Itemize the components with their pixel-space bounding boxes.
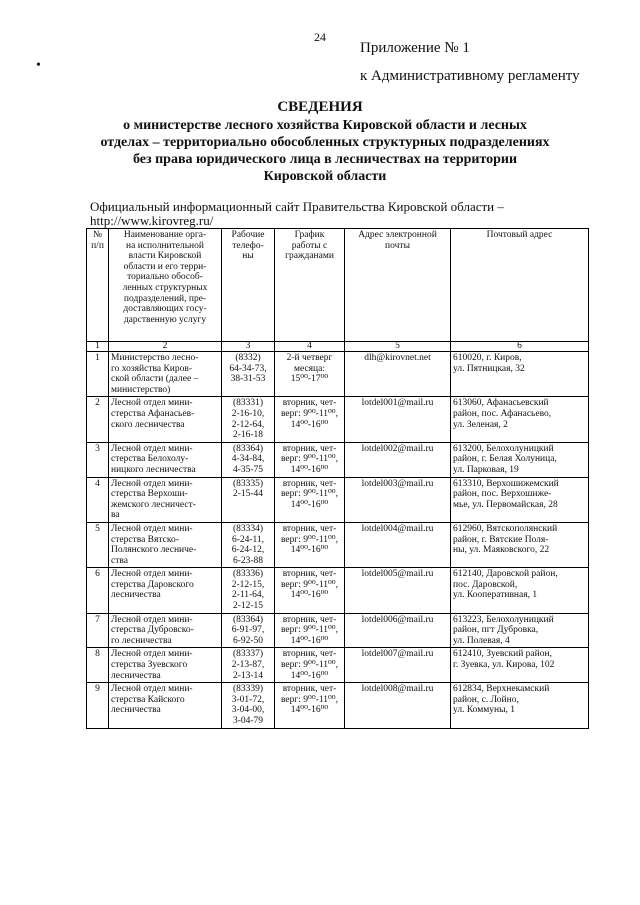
header-line: власти Кировской (128, 251, 202, 262)
postal-address-line: 613200, Белохолуницкий (453, 443, 554, 454)
phone-numbers-line: 2-11-64, (231, 590, 265, 601)
phone-numbers (222, 477, 275, 522)
header-schedule (275, 229, 345, 342)
row-number-line: 5 (95, 523, 100, 534)
postal-address-line: мье, ул. Первомайская, 28 (453, 499, 558, 510)
work-schedule-line: верг: 9⁰⁰-11⁰⁰, (281, 660, 338, 671)
phone-numbers (222, 442, 275, 477)
work-schedule-line: 14⁰⁰-16⁰⁰ (290, 464, 329, 475)
organization-name-line: стерства Белохолу- (111, 454, 189, 465)
work-schedule-line: верг: 9⁰⁰-11⁰⁰, (281, 408, 338, 419)
phone-numbers-line: 6-91-97, (231, 625, 265, 636)
phone-numbers (222, 522, 275, 567)
work-schedule-line: 14⁰⁰-16⁰⁰ (290, 635, 329, 646)
email-address-line: lotdel005@mail.ru (361, 569, 434, 580)
email-address[interactable] (345, 442, 451, 477)
work-schedule-line: вторник, чет- (282, 398, 337, 409)
phone-numbers-line: 2-12-15 (232, 601, 264, 612)
phone-numbers-line: (83336) (232, 569, 264, 580)
postal-address-line: район, пос. Верхошиже- (453, 489, 552, 500)
header-line: работы с (291, 240, 328, 251)
organization-name (109, 442, 222, 477)
organization-name-line: стерства Кайского (111, 694, 185, 705)
organization-name (109, 683, 222, 728)
appendix-line-2: к Административному регламенту (360, 68, 580, 84)
header-line: ны (242, 251, 254, 262)
organization-name-line: Лесной отдел мини- (111, 443, 193, 454)
work-schedule-line: верг: 9⁰⁰-11⁰⁰, (281, 625, 338, 636)
postal-address-line: 613223, Белохолуницкий (453, 614, 554, 625)
organization-name-line: го хозяйства Киров- (111, 363, 193, 374)
work-schedule-line: 14⁰⁰-16⁰⁰ (290, 590, 329, 601)
organization-name-line: ва (111, 510, 120, 521)
postal-address-line: ул. Коммуны, 1 (453, 705, 515, 716)
work-schedule-line: верг: 9⁰⁰-11⁰⁰, (281, 694, 338, 705)
intro-line: Официальный информационный сайт Правительства Кировской области – (90, 199, 504, 214)
phone-numbers-line: 6-23-88 (232, 555, 264, 566)
row-number (87, 352, 109, 397)
work-schedule (275, 352, 345, 397)
organization-name (109, 522, 222, 567)
postal-address-line: ул. Полевая, 4 (453, 635, 510, 646)
column-number: 1 (87, 342, 109, 352)
email-address-line: lotdel007@mail.ru (361, 649, 434, 660)
work-schedule-line: вторник, чет- (282, 478, 337, 489)
organization-name-line: стерства Верхоши- (111, 489, 188, 500)
header-line: Наименование орга- (123, 230, 207, 240)
header-line: ториально обособ- (127, 272, 203, 283)
postal-address-line: 613060, Афанасьевский (453, 398, 549, 409)
postal-address-line: ул. Парковая, 19 (453, 464, 519, 475)
organization-name-line: стерства Даровского (111, 579, 194, 590)
postal-address (451, 442, 589, 477)
row-number-line: 6 (95, 569, 100, 580)
subtitle-line: Кировской области (263, 169, 387, 184)
header-num (87, 229, 109, 342)
organization-name-line: Министерство лесно- (111, 353, 199, 363)
row-number (87, 648, 109, 683)
postal-address-line: район, с. Лойно, (453, 694, 519, 705)
subtitle-line: отделах – территориально обособленных структурных подразделениях (100, 135, 550, 150)
organization-name-line: стерства Дубровско- (111, 625, 194, 636)
column-number: 6 (451, 342, 589, 352)
email-address-line: lotdel002@mail.ru (361, 443, 434, 454)
column-number: 4 (275, 342, 345, 352)
phone-numbers-line: 6-92-50 (232, 635, 264, 646)
phone-numbers-line: (83337) (232, 649, 264, 660)
email-address-line: dlh@kirovnet.net (364, 353, 431, 363)
phone-numbers-line: 6-24-11, (231, 534, 265, 545)
work-schedule-line: 14⁰⁰-16⁰⁰ (290, 499, 329, 510)
row-number-line: 4 (95, 478, 100, 489)
postal-address-line: район, пгт Дубровка, (453, 625, 539, 636)
row-number (87, 683, 109, 728)
organization-name-line: лесничества (111, 670, 161, 681)
postal-address-line: 612834, Верхнекамский (453, 684, 550, 695)
header-address (451, 229, 589, 342)
table-row (87, 352, 589, 397)
work-schedule (275, 568, 345, 613)
work-schedule-line: 14⁰⁰-16⁰⁰ (290, 419, 329, 430)
work-schedule-line: вторник, чет- (282, 569, 337, 580)
email-address[interactable] (345, 522, 451, 567)
organization-name (109, 648, 222, 683)
header-line: Почтовый адрес (486, 230, 553, 240)
work-schedule-line: верг: 9⁰⁰-11⁰⁰, (281, 454, 338, 465)
phone-numbers-line: 2-13-87, (231, 660, 265, 671)
document-subtitle (95, 117, 555, 185)
email-address-line: lotdel004@mail.ru (361, 523, 434, 534)
row-number-line: 2 (95, 398, 100, 409)
table-row (87, 477, 589, 522)
email-address[interactable] (345, 352, 451, 397)
email-address-line: lotdel003@mail.ru (361, 478, 434, 489)
phone-numbers-line: 2-16-18 (232, 430, 264, 441)
phone-numbers-line: (83364) (232, 443, 264, 454)
organization-name (109, 613, 222, 648)
postal-address-line: ул. Зеленая, 2 (453, 419, 508, 430)
postal-address-line: ул. Пятницкая, 32 (453, 363, 525, 374)
header-line: № (92, 230, 103, 240)
email-address[interactable] (345, 683, 451, 728)
phone-numbers-line: 3-04-00, (231, 705, 265, 716)
organization-name-line: Лесной отдел мини- (111, 569, 193, 580)
phone-numbers-line: (83364) (232, 614, 264, 625)
phone-numbers (222, 648, 275, 683)
header-line: Рабочие (231, 230, 265, 240)
header-line: Адрес электронной (358, 230, 437, 240)
phone-numbers-line: 3-01-72, (231, 694, 265, 705)
postal-address (451, 397, 589, 442)
work-schedule-line: верг: 9⁰⁰-11⁰⁰, (281, 534, 338, 545)
header-line: подразделений, пре- (123, 293, 207, 304)
postal-address (451, 568, 589, 613)
phone-numbers-line: 2-13-14 (232, 670, 264, 681)
postal-address-line: ны, ул. Маяковского, 22 (453, 545, 550, 556)
phone-numbers-line: 64-34-73, (229, 363, 267, 374)
postal-address-line: ул. Кооперативная, 1 (453, 590, 538, 601)
phone-numbers (222, 683, 275, 728)
header-line: доставляющих госу- (123, 304, 207, 315)
header-line: График (294, 230, 325, 240)
organization-name-line: лесничества (111, 590, 161, 601)
header-line: на исполнительной (126, 240, 204, 251)
postal-address-line: 613310, Верхошижемский (453, 478, 559, 489)
table-row (87, 397, 589, 442)
column-number-row (87, 342, 589, 352)
phone-numbers-line: 6-24-12, (231, 545, 265, 556)
work-schedule-line: верг: 9⁰⁰-11⁰⁰, (281, 489, 338, 500)
phone-numbers-line: (83335) (232, 478, 264, 489)
work-schedule (275, 613, 345, 648)
organization-name-line: стерства Вятско- (111, 534, 179, 545)
work-schedule-line: верг: 9⁰⁰-11⁰⁰, (281, 579, 338, 590)
phone-numbers-line: 4-35-75 (232, 464, 264, 475)
work-schedule-line: 2-й четверг (286, 353, 333, 363)
email-address[interactable] (345, 477, 451, 522)
header-line: п/п (91, 240, 104, 251)
row-number-line: 7 (95, 614, 100, 625)
email-address[interactable] (345, 397, 451, 442)
phone-numbers-line: 4-34-84, (231, 454, 265, 465)
intro-paragraph (90, 200, 588, 228)
page-number: 24 (314, 30, 326, 44)
email-address-line: lotdel001@mail.ru (361, 398, 434, 409)
work-schedule (275, 397, 345, 442)
header-line: гражданами (285, 251, 334, 262)
table-header-row (87, 229, 589, 342)
email-address-line: lotdel008@mail.ru (361, 684, 434, 695)
header-line: ленных структурных (122, 282, 208, 293)
header-line: телефо- (232, 240, 264, 251)
postal-address-line: район, г. Белая Холуница, (453, 454, 557, 465)
postal-address-line: 612960, Вятскополянский (453, 523, 558, 534)
organization-name (109, 352, 222, 397)
website-link[interactable]: http://www.kirovreg.ru/ (90, 213, 214, 228)
postal-address-line: 610020, г. Киров, (453, 353, 522, 363)
organization-name-line: ницкого лесничества (111, 464, 196, 475)
organization-name (109, 397, 222, 442)
header-line: дарственную услугу (123, 314, 207, 325)
header-name (109, 229, 222, 342)
work-schedule (275, 477, 345, 522)
row-number (87, 397, 109, 442)
column-number: 5 (345, 342, 451, 352)
organization-name-line: Лесной отдел мини- (111, 478, 193, 489)
row-number (87, 477, 109, 522)
postal-address-line: район, пос. Афанасьево, (453, 408, 552, 419)
postal-address-line: 612410, Зуевский район, (453, 649, 552, 660)
organization-name-line: Полянского лесниче- (111, 545, 197, 556)
work-schedule (275, 522, 345, 567)
phone-numbers-line: (83334) (232, 523, 264, 534)
postal-address (451, 613, 589, 648)
postal-address (451, 477, 589, 522)
postal-address (451, 352, 589, 397)
phone-numbers-line: 3-04-79 (232, 716, 264, 726)
email-address-line: lotdel006@mail.ru (361, 614, 434, 625)
phone-numbers (222, 397, 275, 442)
work-schedule-line: вторник, чет- (282, 649, 337, 660)
table-row (87, 568, 589, 613)
phone-numbers-line: (8332) (235, 353, 261, 363)
row-number (87, 522, 109, 567)
work-schedule-line: месяца: (294, 363, 325, 374)
postal-address-line: 612140, Даровской район, (453, 569, 558, 580)
organization-name (109, 568, 222, 613)
phone-numbers-line: 2-12-15, (231, 579, 265, 590)
phone-numbers-line: 38-31-53 (230, 374, 266, 385)
appendix-line-1: Приложение № 1 (360, 40, 470, 56)
row-number-line: 1 (95, 353, 100, 363)
phone-numbers (222, 613, 275, 648)
row-number (87, 442, 109, 477)
row-number-line: 3 (95, 443, 100, 454)
subtitle-line: о министерстве лесного хозяйства Кировской области и лесных (123, 118, 527, 133)
header-phones (222, 229, 275, 342)
stray-mark: • (36, 58, 41, 73)
organization-name-line: ства (111, 555, 128, 566)
work-schedule (275, 442, 345, 477)
phone-numbers (222, 352, 275, 397)
organization-name-line: го лесничества (111, 635, 172, 646)
postal-address-line: г. Зуевка, ул. Кирова, 102 (453, 660, 555, 671)
phone-numbers-line: (83339) (232, 684, 264, 695)
work-schedule-line: вторник, чет- (282, 684, 337, 695)
email-address[interactable] (345, 648, 451, 683)
row-number-line: 9 (95, 684, 100, 695)
table-row (87, 683, 589, 728)
row-number (87, 568, 109, 613)
organization-name-line: ского лесничества (111, 419, 185, 430)
postal-address-line: район, г. Вятские Поля- (453, 534, 549, 545)
organization-name-line: Лесной отдел мини- (111, 523, 193, 534)
table-row (87, 442, 589, 477)
organization-name-line: Лесной отдел мини- (111, 614, 193, 625)
table-body (87, 352, 589, 729)
organization-name-line: стерства Зуевского (111, 660, 188, 671)
row-number (87, 613, 109, 648)
organization-name-line: стерства Афанасьев- (111, 408, 195, 419)
work-schedule-line: вторник, чет- (282, 614, 337, 625)
work-schedule-line: 14⁰⁰-16⁰⁰ (290, 545, 329, 556)
organization-name-line: министерство) (111, 384, 171, 395)
column-number: 2 (109, 342, 222, 352)
table-row (87, 613, 589, 648)
postal-address (451, 683, 589, 728)
subtitle-line: без права юридического лица в лесничествах на территории (132, 152, 518, 167)
work-schedule-line: вторник, чет- (282, 443, 337, 454)
row-number-line: 8 (95, 649, 100, 660)
table-row (87, 522, 589, 567)
organization-name-line: Лесной отдел мини- (111, 649, 193, 660)
organization-name-line: Лесной отдел мини- (111, 398, 193, 409)
header-line: области и его терри- (123, 261, 207, 272)
email-address[interactable] (345, 568, 451, 613)
postal-address (451, 522, 589, 567)
phone-numbers-line: 2-15-44 (232, 489, 264, 500)
header-line: почты (385, 240, 410, 251)
postal-address-line: пос. Даровской, (453, 579, 518, 590)
contacts-table (86, 228, 589, 729)
organization-name-line: ской области (далее – (111, 374, 199, 385)
document-title: СВЕДЕНИЯ (277, 99, 363, 115)
organization-name-line: жемского лесничест- (111, 499, 196, 510)
work-schedule (275, 683, 345, 728)
work-schedule-line: 14⁰⁰-16⁰⁰ (290, 705, 329, 716)
phone-numbers (222, 568, 275, 613)
work-schedule (275, 648, 345, 683)
phone-numbers-line: (83331) (232, 398, 264, 409)
work-schedule-line: 14⁰⁰-16⁰⁰ (290, 670, 329, 681)
email-address[interactable] (345, 613, 451, 648)
phone-numbers-line: 2-12-64, (231, 419, 265, 430)
column-number: 3 (222, 342, 275, 352)
organization-name-line: лесничества (111, 705, 161, 716)
organization-name-line: Лесной отдел мини- (111, 684, 193, 695)
table-row (87, 648, 589, 683)
organization-name (109, 477, 222, 522)
phone-numbers-line: 2-16-10, (231, 408, 265, 419)
header-email (345, 229, 451, 342)
work-schedule-line: 15⁰⁰-17⁰⁰ (290, 374, 329, 385)
postal-address (451, 648, 589, 683)
work-schedule-line: вторник, чет- (282, 523, 337, 534)
